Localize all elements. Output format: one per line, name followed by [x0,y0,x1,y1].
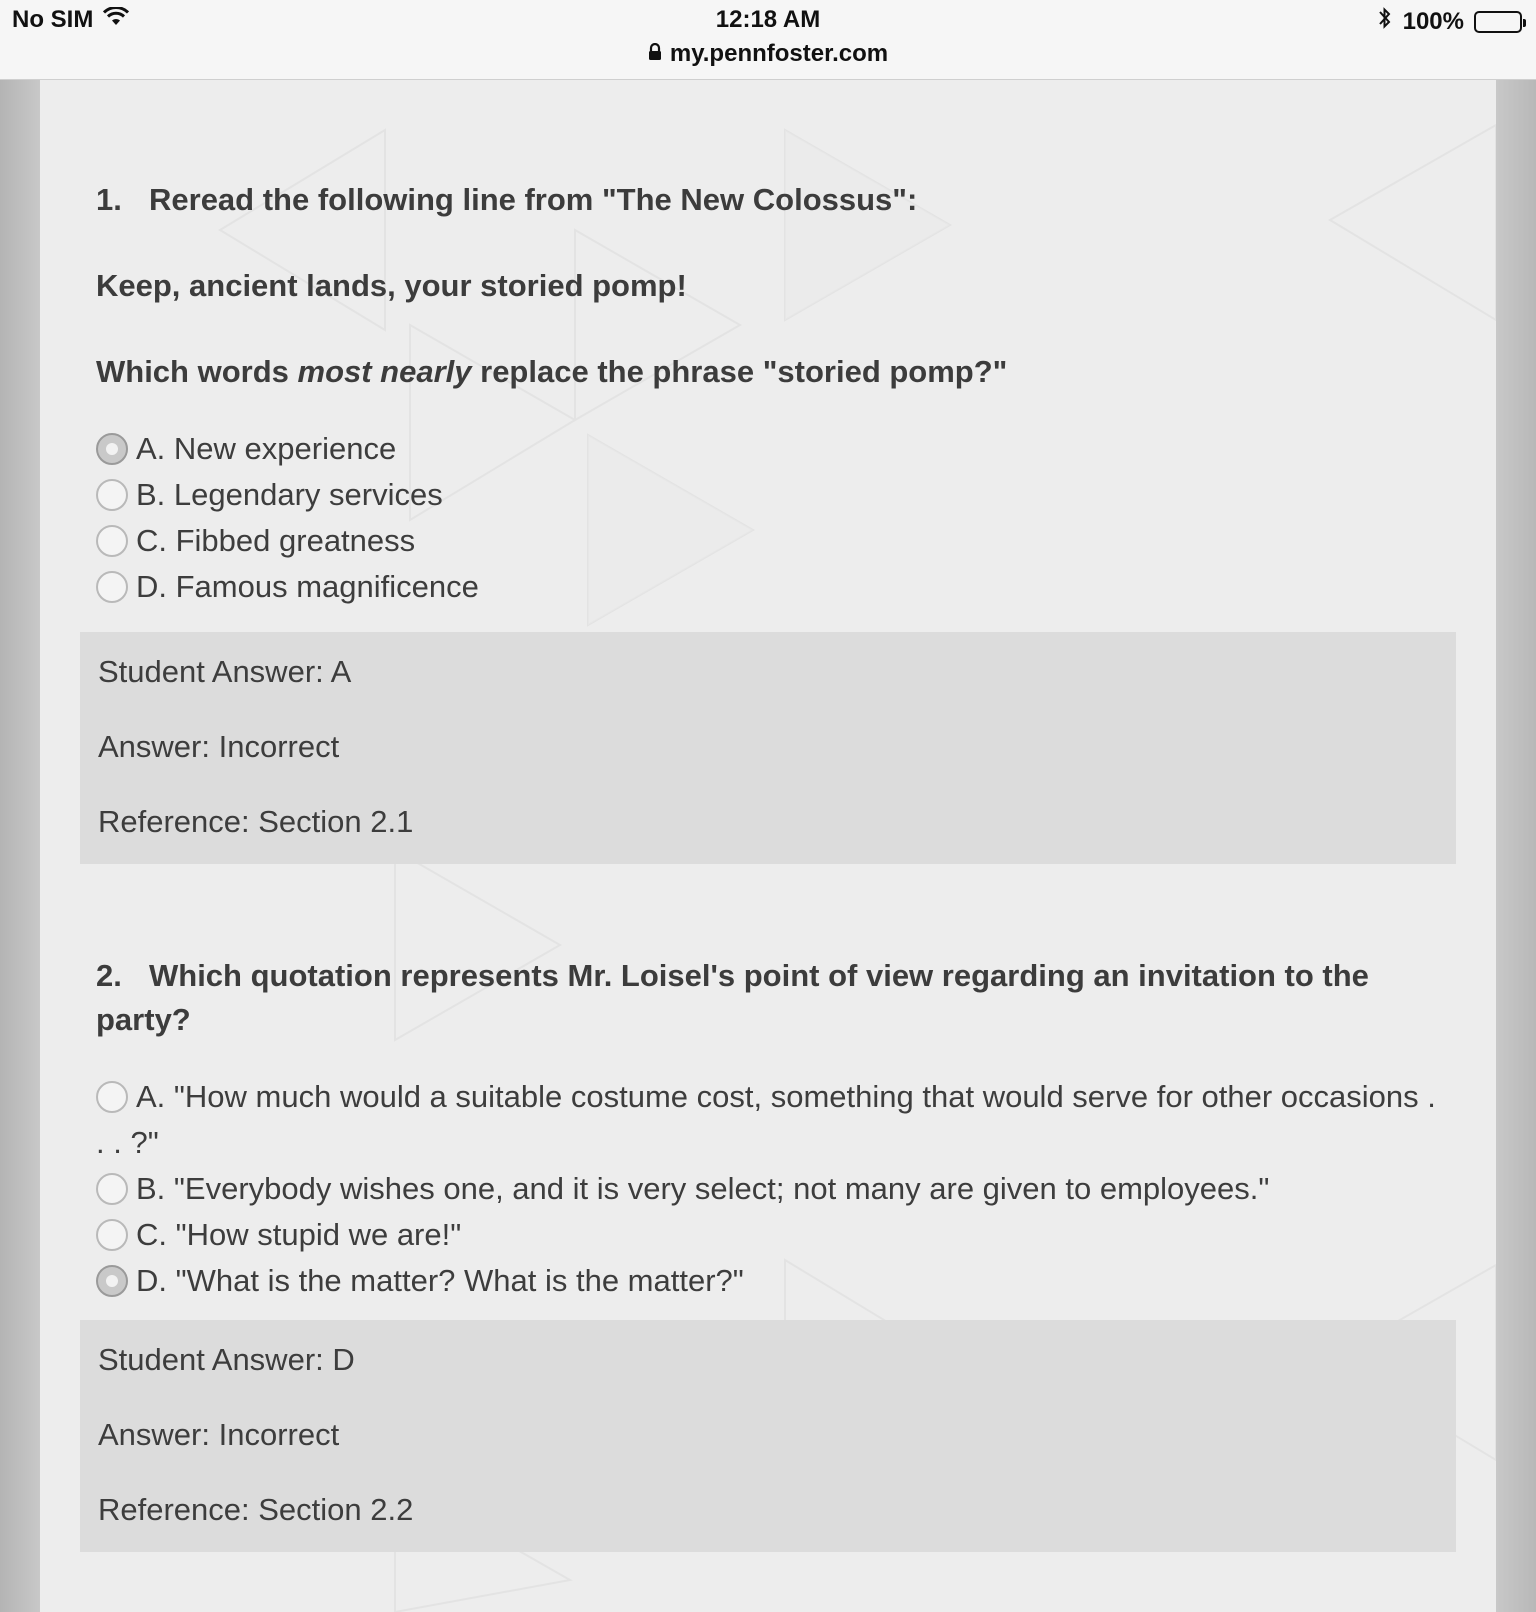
option-label: C. "How stupid we are!" [136,1217,462,1252]
radio-button[interactable] [96,571,128,603]
radio-button[interactable] [96,1173,128,1205]
option-label: B. "Everybody wishes one, and it is very select; not many are given to employees." [136,1171,1270,1206]
feedback-panel-1 [80,632,1456,864]
option-label: A. "How much would a suitable costume cost, something that would serve for other occasions . . . ?" [96,1079,1436,1160]
question-title [96,954,1436,1042]
clock: 12:18 AM [715,6,821,33]
option-c[interactable] [96,1212,1436,1258]
option-a[interactable] [96,426,1436,472]
url-text: my.pennfoster.com [669,40,889,67]
question-title [96,178,1436,222]
question-text: Which quotation represents Mr. Loisel's point of view regarding an invitation to the party? [96,958,1369,1037]
reference: Reference: Section 2.1 [98,804,414,839]
option-label: A. New experience [136,431,397,466]
prompt-text: Which words [96,354,298,389]
question-prompt [96,350,1436,394]
question-number: 1. [96,182,122,217]
feedback-panel-2 [80,1320,1456,1552]
answer-options [96,426,1436,610]
answer-result: Answer: Incorrect [98,729,340,764]
answer-result: Answer: Incorrect [98,1417,340,1452]
carrier-label: No SIM [12,6,94,33]
option-b[interactable] [96,472,1436,518]
battery-percent: 100% [1402,7,1464,35]
question-1 [96,178,1436,610]
prompt-text-end: replace the phrase "storied pomp?" [471,354,1008,389]
question-2 [96,954,1436,1304]
option-label: B. Legendary services [136,477,443,512]
question-number: 2. [96,958,122,993]
battery-icon [1474,11,1522,33]
status-right [1377,6,1522,37]
address-bar[interactable] [0,40,1536,68]
radio-button[interactable] [96,1081,128,1113]
student-answer: Student Answer: A [98,654,352,689]
option-d[interactable] [96,564,1436,610]
radio-button[interactable] [96,479,128,511]
option-b[interactable] [96,1166,1436,1212]
option-c[interactable] [96,518,1436,564]
student-answer: Student Answer: D [98,1342,355,1377]
option-label: D. Famous magnificence [136,569,479,604]
status-bar [0,0,1536,80]
option-label: D. "What is the matter? What is the matter?" [136,1263,744,1298]
option-a[interactable] [96,1074,1436,1166]
radio-button[interactable] [96,1219,128,1251]
radio-button-selected[interactable] [96,1265,128,1297]
option-d[interactable] [96,1258,1436,1304]
lock-icon [648,40,662,68]
reference: Reference: Section 2.2 [98,1492,414,1527]
bluetooth-icon [1377,6,1393,37]
quoted-line: Keep, ancient lands, your storied pomp! [96,268,687,303]
quiz-results-card [40,80,1496,1612]
question-text: Reread the following line from "The New Colossus": [149,182,918,217]
radio-button-selected[interactable] [96,433,128,465]
prompt-emphasis: most nearly [297,354,472,389]
option-label: C. Fibbed greatness [136,523,416,558]
radio-button[interactable] [96,525,128,557]
answer-options [96,1074,1436,1304]
